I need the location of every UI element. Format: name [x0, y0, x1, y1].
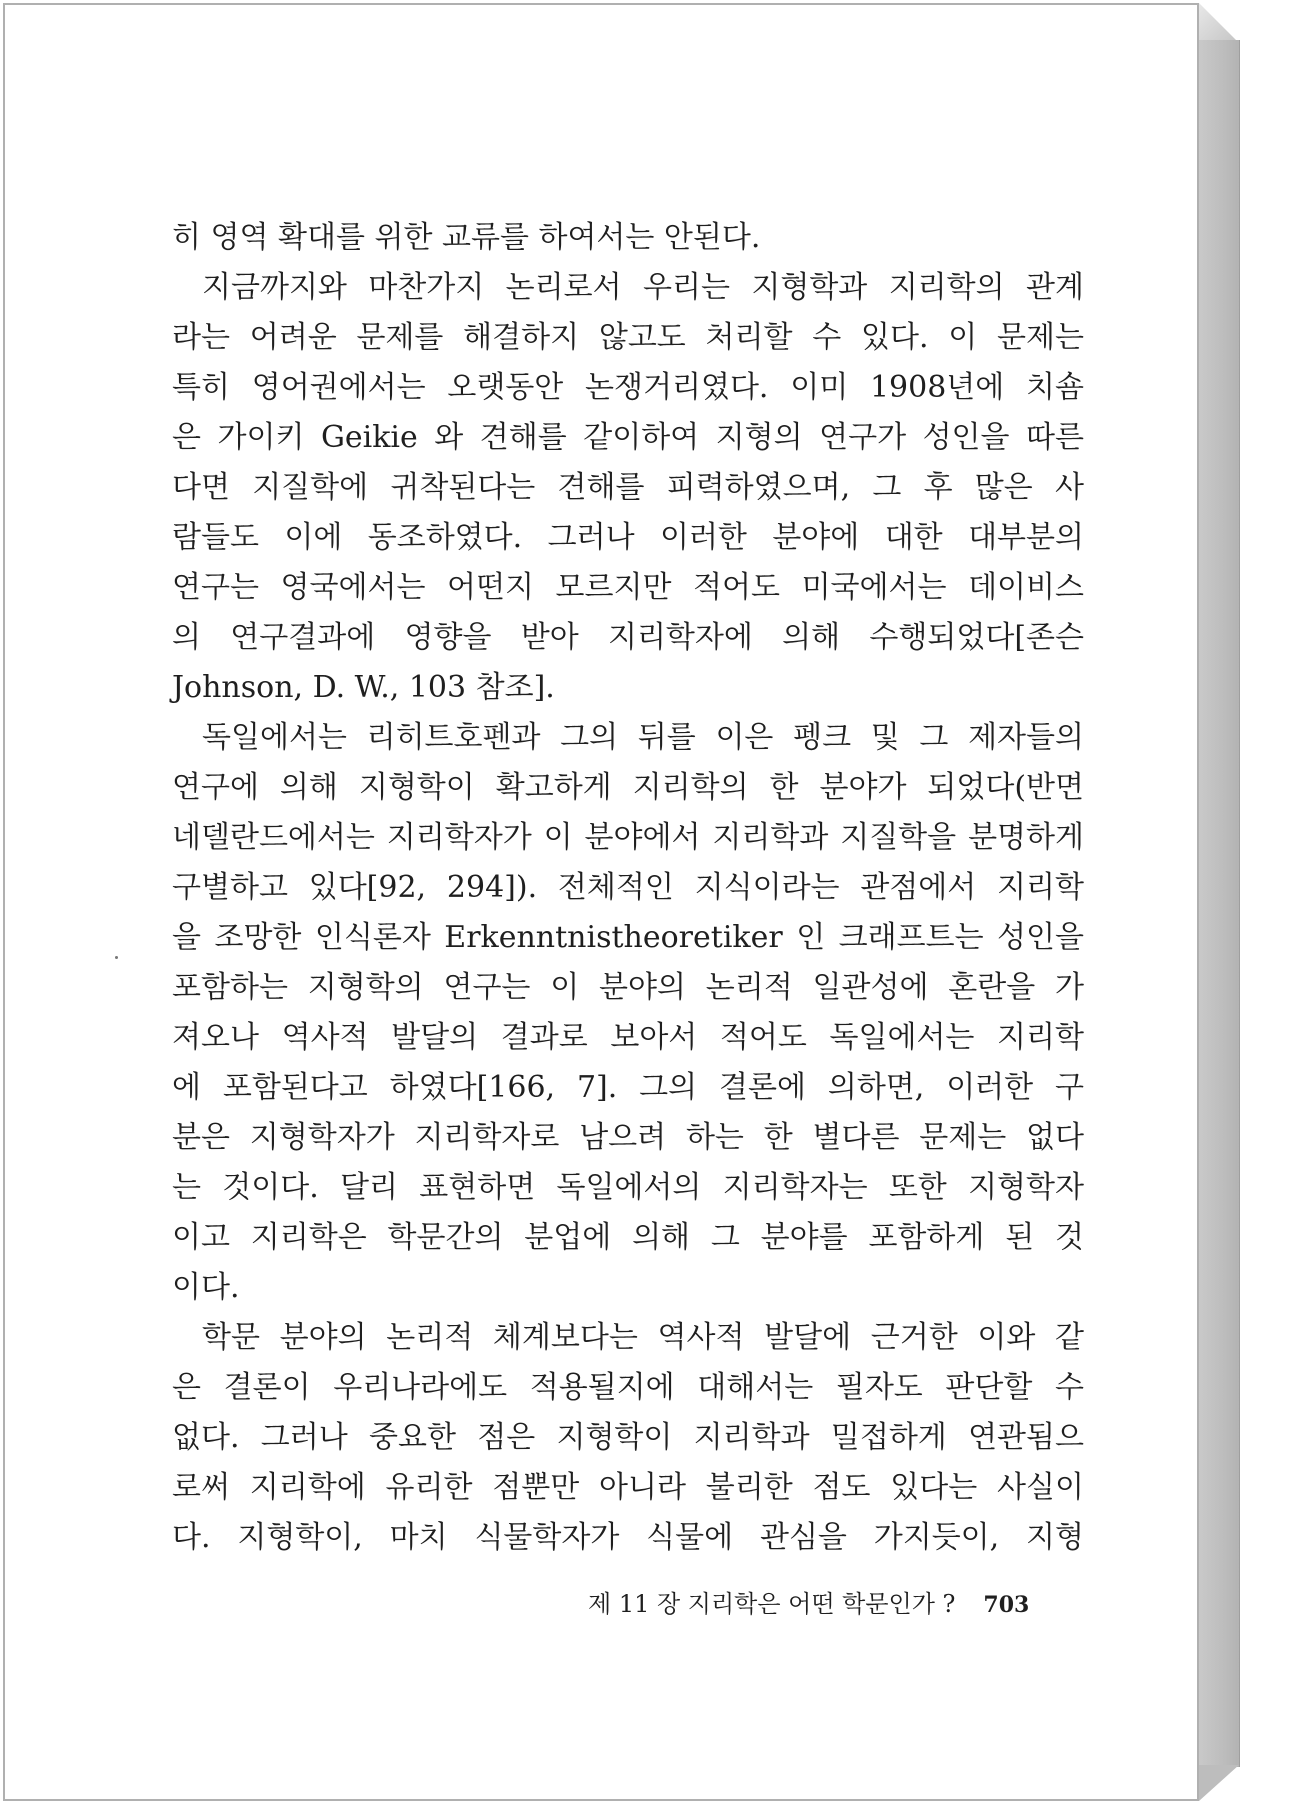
text-line: 연구는 영국에서는 어떤지 모르지만 적어도 미국에서는 데이비스 — [172, 570, 1084, 605]
page-stack-bottom-edge — [1199, 1765, 1239, 1801]
text-line: 다. 지형학이, 마치 식물학자가 식물에 관심을 가지듯이, 지형 — [172, 1520, 1084, 1555]
scan-speck — [115, 956, 118, 959]
text-line: 특히 영어권에서는 오랫동안 논쟁거리였다. 이미 1908년에 치숌 — [172, 370, 1084, 405]
text-line: 구별하고 있다[92, 294]). 전체적인 지식이라는 관점에서 지리학 — [172, 870, 1084, 905]
text-line: 는 것이다. 달리 표현하면 독일에서의 지리학자는 또한 지형학자 — [172, 1170, 1084, 1205]
text-line: 학문 분야의 논리적 체계보다는 역사적 발달에 근거한 이와 같 — [202, 1320, 1084, 1355]
text-line: 히 영역 확대를 위한 교류를 하여서는 안된다. — [172, 220, 761, 255]
text-line: 을 조망한 인식론자 Erkenntnistheoretiker 인 크래프트는 성인을 — [172, 920, 1084, 955]
body-text — [172, 213, 1084, 1563]
text-line: 람들도 이에 동조하였다. 그러나 이러한 분야에 대한 대부분의 — [172, 520, 1084, 555]
text-line: Johnson, D. W., 103 참조]. — [172, 670, 555, 705]
text-line: 에 포함된다고 하였다[166, 7]. 그의 결론에 의하면, 이러한 구 — [172, 1070, 1084, 1105]
page-footer — [588, 1584, 1068, 1624]
text-line: 연구에 의해 지형학이 확고하게 지리학의 한 분야가 되었다(반면 — [172, 770, 1084, 805]
page-stack-side-edge — [1199, 40, 1240, 1767]
page-number: 703 — [983, 1592, 1030, 1618]
text-line: 포함하는 지형학의 연구는 이 분야의 논리적 일관성에 혼란을 가 — [172, 970, 1084, 1005]
text-line: 로써 지리학에 유리한 점뿐만 아니라 불리한 점도 있다는 사실이 — [172, 1470, 1084, 1505]
text-line: 의 연구결과에 영향을 받아 지리학자에 의해 수행되었다[존슨 — [172, 620, 1084, 655]
text-line: 이다. — [172, 1270, 240, 1305]
text-line: 은 가이키 Geikie 와 견해를 같이하여 지형의 연구가 성인을 따른 — [172, 420, 1084, 455]
text-line: 네델란드에서는 지리학자가 이 분야에서 지리학과 지질학을 분명하게 — [172, 820, 1084, 855]
text-line: 다면 지질학에 귀착된다는 견해를 피력하였으며, 그 후 많은 사 — [172, 470, 1084, 505]
text-line: 라는 어려운 문제를 해결하지 않고도 처리할 수 있다. 이 문제는 — [172, 320, 1084, 355]
page-stack-top-edge — [1199, 3, 1239, 43]
text-line: 독일에서는 리히트호펜과 그의 뒤를 이은 펭크 및 그 제자들의 — [202, 720, 1084, 755]
text-line: 이고 지리학은 학문간의 분업에 의해 그 분야를 포함하게 된 것 — [172, 1220, 1084, 1255]
text-line: 분은 지형학자가 지리학자로 남으려 하는 한 별다른 문제는 없다 — [172, 1120, 1084, 1155]
text-line: 은 결론이 우리나라에도 적용될지에 대해서는 필자도 판단할 수 — [172, 1370, 1084, 1405]
running-head: 제 11 장 지리학은 어떤 학문인가 ? — [588, 1590, 956, 1618]
text-line: 지금까지와 마찬가지 논리로서 우리는 지형학과 지리학의 관계 — [202, 270, 1084, 305]
text-line: 없다. 그러나 중요한 점은 지형학이 지리학과 밀접하게 연관됨으 — [172, 1420, 1084, 1455]
text-line: 져오나 역사적 발달의 결과로 보아서 적어도 독일에서는 지리학 — [172, 1020, 1084, 1055]
